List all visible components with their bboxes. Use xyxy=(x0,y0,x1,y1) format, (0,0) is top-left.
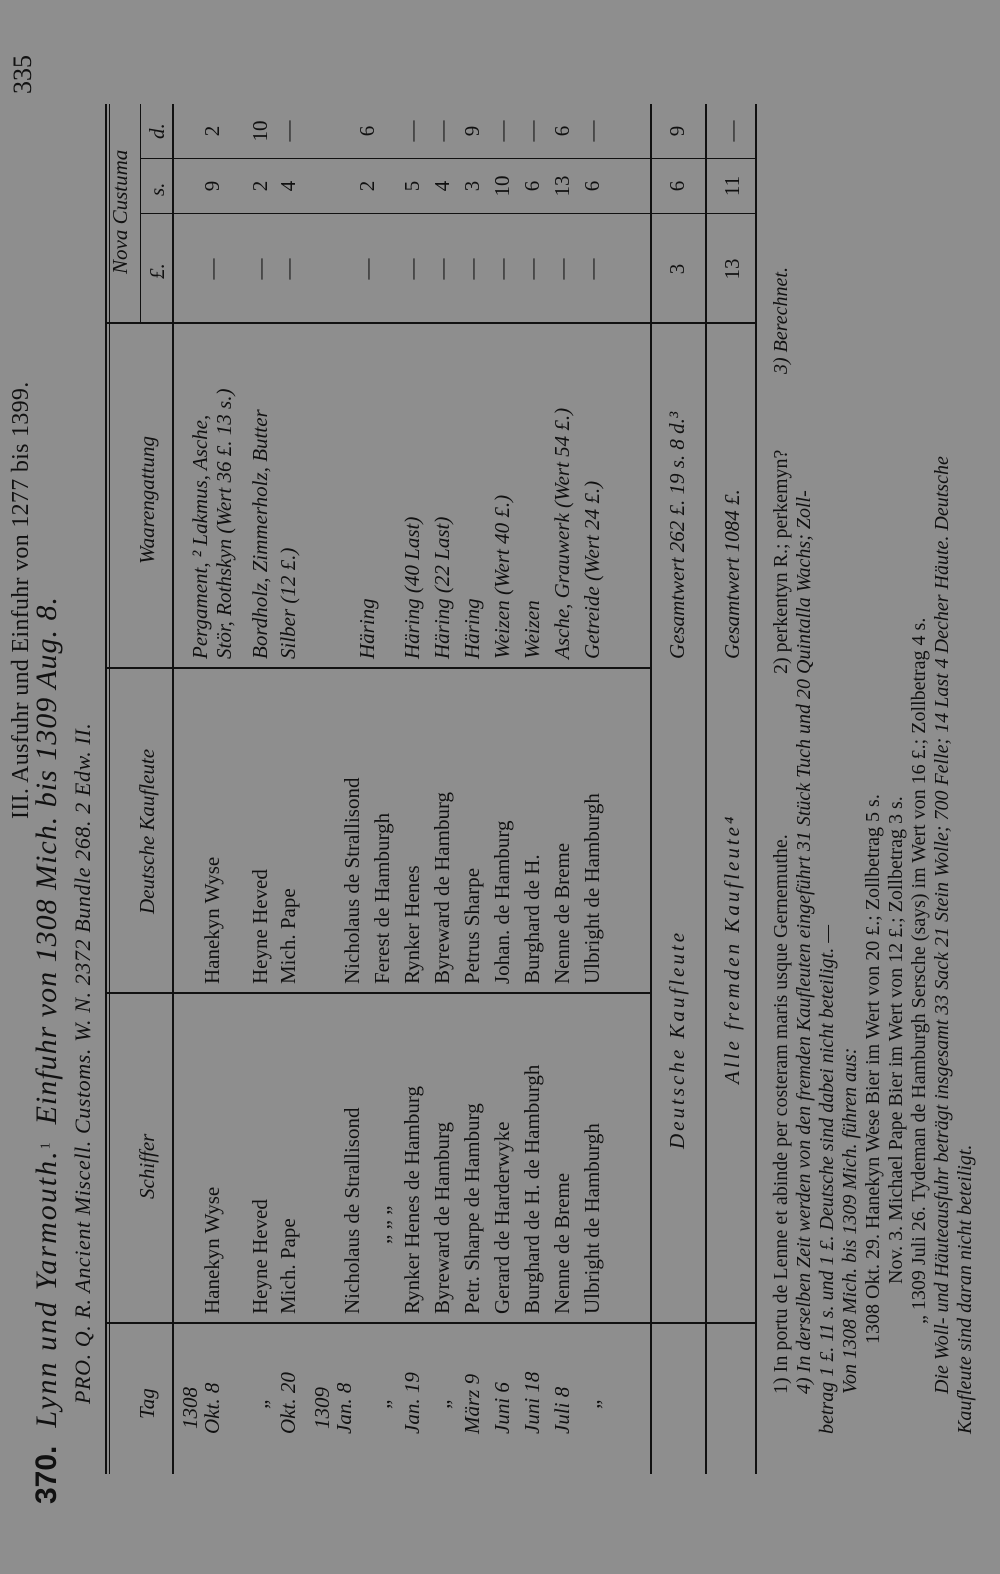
footnote-4-line-7: Die Woll- und Häuteausfuhr beträgt insgesamt 33 Sack 21 Stein Wolle; 700 Felle; 14 Last 4 Decher Häute. Deutsche xyxy=(931,456,953,1394)
row-pound: — xyxy=(248,258,272,280)
col-rule-kaufleute xyxy=(105,667,650,669)
row-year: 1308 xyxy=(178,1387,202,1429)
row-schiffer: Burghard de H. de Hamburgh xyxy=(520,1064,544,1314)
customs-table xyxy=(100,104,760,1504)
row-kaufleute: Nenne de Breme xyxy=(550,842,574,984)
header-pound: £. xyxy=(145,263,169,279)
row-tag: Okt. 8 xyxy=(200,1382,224,1434)
row-schiffer: „ „ „ xyxy=(370,1205,394,1244)
row-kaufleute: Heyne Heved xyxy=(248,869,272,984)
row-pence: — xyxy=(490,120,514,142)
source-reference: PRO. Q. R. Ancient Miscell. Customs. W. N. 2372 Bundle 268. 2 Edw. II. xyxy=(70,722,95,1404)
row-schiffer: Mich. Pape xyxy=(276,1218,300,1314)
row-schiffer: Gerard de Harderwyke xyxy=(490,1121,514,1314)
row-schiffer: Petr. Sharpe de Hamburg xyxy=(460,1103,484,1314)
footnote-1: 1) In portu de Lenne et abinde per costeram maris usque Gernemuthe. xyxy=(770,834,792,1394)
row-schiffer: Nenne de Breme xyxy=(550,1172,574,1314)
footnote-3: 3) Berechnet. xyxy=(770,267,792,374)
row-pence: 2 xyxy=(200,125,224,137)
row-pence: — xyxy=(400,120,424,142)
header-tag: Tag xyxy=(135,1388,159,1419)
row-waaren: Häring (22 Last) xyxy=(430,516,454,659)
footnote-4-line-6: „ 1309 Juli 26. Tydeman de Hamburgh Sersche (says) im Wert von 16 £.; Zollbetrag 4 s. xyxy=(908,617,930,1324)
row-tag: Jan. 8 xyxy=(332,1382,356,1434)
nova-subrule xyxy=(140,104,141,324)
header-schiffer: Schiffer xyxy=(135,1133,159,1199)
row-waaren: Getreide (Wert 24 £.) xyxy=(580,480,604,659)
title-footnote-mark: 1 xyxy=(38,1142,54,1150)
row-kaufleute: Johan. de Hamburg xyxy=(490,820,514,984)
row-tag: Juni 6 xyxy=(490,1382,514,1434)
row-kaufleute: Nicholaus de Strallisond xyxy=(340,777,364,984)
row-waaren: Häring (40 Last) xyxy=(400,516,424,659)
header-rule xyxy=(172,104,174,1474)
row-waaren: Pergament, ² Lakmus, Asche, xyxy=(188,414,212,659)
subtotal-rule xyxy=(650,104,652,1474)
row-schiffer: Rynker Henes de Hamburg xyxy=(400,1086,424,1314)
row-year: 1309 xyxy=(310,1387,334,1429)
row-tag: Juni 18 xyxy=(520,1371,544,1434)
row-waaren: Silber (12 £.) xyxy=(276,547,300,659)
section-heading xyxy=(30,596,64,1504)
footnote-4-line-4: 1308 Okt. 29. Hanekyn Wese Bier im Wert von 20 £.; Zollbetrag 5 s. xyxy=(862,794,884,1344)
row-shilling: 2 xyxy=(248,180,272,192)
row-schiffer: Hanekyn Wyse xyxy=(200,1186,224,1314)
total-german-value: Gesamtwert 262 £. 19 s. 8 d.³ xyxy=(665,411,689,659)
row-tag: Juli 8 xyxy=(550,1386,574,1434)
row-tag: Jan. 19 xyxy=(400,1372,424,1434)
row-shilling: 13 xyxy=(550,175,574,197)
header-pence: d. xyxy=(145,123,169,139)
row-pound: — xyxy=(460,258,484,280)
row-tag: März 9 xyxy=(460,1373,484,1434)
row-schiffer: Heyne Heved xyxy=(248,1199,272,1314)
row-waaren: Häring xyxy=(355,598,379,659)
row-pence: 9 xyxy=(460,125,484,137)
row-kaufleute: Ulbright de Hamburgh xyxy=(580,793,604,984)
footnote-4-line-5: Nov. 3. Michael Pape Bier im Wert von 12 £.; Zollbetrag 3 s. xyxy=(885,796,907,1284)
row-waaren-continued: Stör, Rothskyn (Wert 36 £. 13 s.) xyxy=(212,388,236,659)
col-rule-shilling xyxy=(140,158,755,159)
section-number: 370. xyxy=(30,1445,63,1504)
header-shilling: s. xyxy=(145,182,169,196)
row-shilling: 5 xyxy=(400,180,424,192)
footnote-4-line-2: betrag 1 £. 11 s. und 1 £. Deutsche sind dabei nicht beteiligt. — xyxy=(816,924,838,1434)
running-head xyxy=(8,0,37,1574)
header-nova-custuma: Nova Custuma xyxy=(108,149,132,274)
row-kaufleute: Petrus Sharpe xyxy=(460,867,484,984)
col-rule-pound xyxy=(140,213,755,214)
row-schiffer: Nicholaus de Strallisond xyxy=(340,1107,364,1314)
footnote-4-line-3: Von 1308 Mich. bis 1309 Mich. führen aus: xyxy=(839,1047,861,1394)
row-tag: Okt. 20 xyxy=(276,1372,300,1434)
row-tag: „ xyxy=(430,1397,454,1409)
row-kaufleute: Hanekyn Wyse xyxy=(200,856,224,984)
row-tag: „ xyxy=(248,1397,272,1409)
row-pound: — xyxy=(400,258,424,280)
row-pence: 6 xyxy=(355,125,379,137)
section-title: Lynn und Yarmouth. xyxy=(30,1149,63,1428)
total-all-pound: 13 xyxy=(720,258,744,280)
total-rule xyxy=(705,104,707,1474)
row-pound: — xyxy=(200,258,224,280)
row-kaufleute: Byreward de Hamburg xyxy=(430,791,454,984)
section-subtitle: Einfuhr von 1308 Mich. bis 1309 Aug. 8. xyxy=(30,595,63,1125)
total-german-label: Deutsche Kaufleute xyxy=(665,929,689,1149)
row-waaren: Weizen xyxy=(520,600,544,659)
table-bottom-rule xyxy=(755,104,757,1474)
row-waaren: Bordholz, Zimmerholz, Butter xyxy=(248,409,272,659)
col-rule-tag xyxy=(105,1322,755,1324)
row-shilling: 4 xyxy=(430,180,454,192)
row-pound: — xyxy=(490,258,514,280)
total-all-pence: — xyxy=(720,120,744,142)
total-all-value: Gesamtwert 1084 £. xyxy=(720,489,744,659)
row-shilling: 3 xyxy=(460,180,484,192)
col-rule-waaren xyxy=(105,322,755,324)
total-german-shilling: 6 xyxy=(665,180,689,192)
total-all-shilling: 11 xyxy=(720,175,744,197)
total-german-pound: 3 xyxy=(665,263,689,275)
header-waaren: Waarengattung xyxy=(135,436,159,564)
page-number: 335 xyxy=(8,55,37,94)
row-shilling: 6 xyxy=(580,180,604,192)
row-pence: — xyxy=(580,120,604,142)
row-kaufleute: Rynker Henes xyxy=(400,865,424,984)
table-top-rule-2 xyxy=(109,104,110,1474)
total-all-label: Alle fremden Kaufleute⁴ xyxy=(720,813,744,1084)
footnote-2: 2) perkentyn R.; perkemyn? xyxy=(770,449,792,674)
row-pence: — xyxy=(276,120,300,142)
row-pound: — xyxy=(430,258,454,280)
row-pound: — xyxy=(520,258,544,280)
row-pound: — xyxy=(355,258,379,280)
row-shilling: 9 xyxy=(200,180,224,192)
table-top-rule xyxy=(105,104,107,1474)
row-shilling: 4 xyxy=(276,180,300,192)
row-pence: — xyxy=(430,120,454,142)
row-pound: — xyxy=(580,258,604,280)
row-shilling: 6 xyxy=(520,180,544,192)
row-shilling: 10 xyxy=(490,175,514,197)
row-schiffer: Ulbright de Hamburgh xyxy=(580,1123,604,1314)
row-kaufleute: Burghard de H. xyxy=(520,854,544,984)
row-pence: — xyxy=(520,120,544,142)
running-head-title: III. Ausfuhr und Einfuhr von 1277 bis 1399. xyxy=(8,381,34,819)
row-pound: — xyxy=(550,258,574,280)
row-waaren: Asche, Grauwerk (Wert 54 £.) xyxy=(550,407,574,659)
col-rule-schiffer xyxy=(105,992,650,994)
header-kaufleute: Deutsche Kaufleute xyxy=(135,748,159,914)
row-tag: „ xyxy=(580,1397,604,1409)
row-pence: 6 xyxy=(550,125,574,137)
row-pence: 10 xyxy=(248,120,272,142)
row-tag: „ xyxy=(370,1397,394,1409)
row-kaufleute: Ferest de Hamburgh xyxy=(370,812,394,984)
footnote-4-line-1: 4) In derselben Zeit werden von den fremden Kaufleuten eingeführt 31 Stück Tuch und 20 Quintalla Wachs; Zoll- xyxy=(793,490,815,1394)
row-schiffer: Byreward de Hamburg xyxy=(430,1121,454,1314)
row-kaufleute: Mich. Pape xyxy=(276,888,300,984)
row-shilling: 2 xyxy=(355,180,379,192)
total-german-pence: 9 xyxy=(665,125,689,137)
footnote-4-line-8: Kaufleute sind daran nicht beteiligt. xyxy=(954,1144,976,1434)
row-waaren: Häring xyxy=(460,598,484,659)
row-waaren: Weizen (Wert 40 £.) xyxy=(490,494,514,659)
row-pound: — xyxy=(276,258,300,280)
